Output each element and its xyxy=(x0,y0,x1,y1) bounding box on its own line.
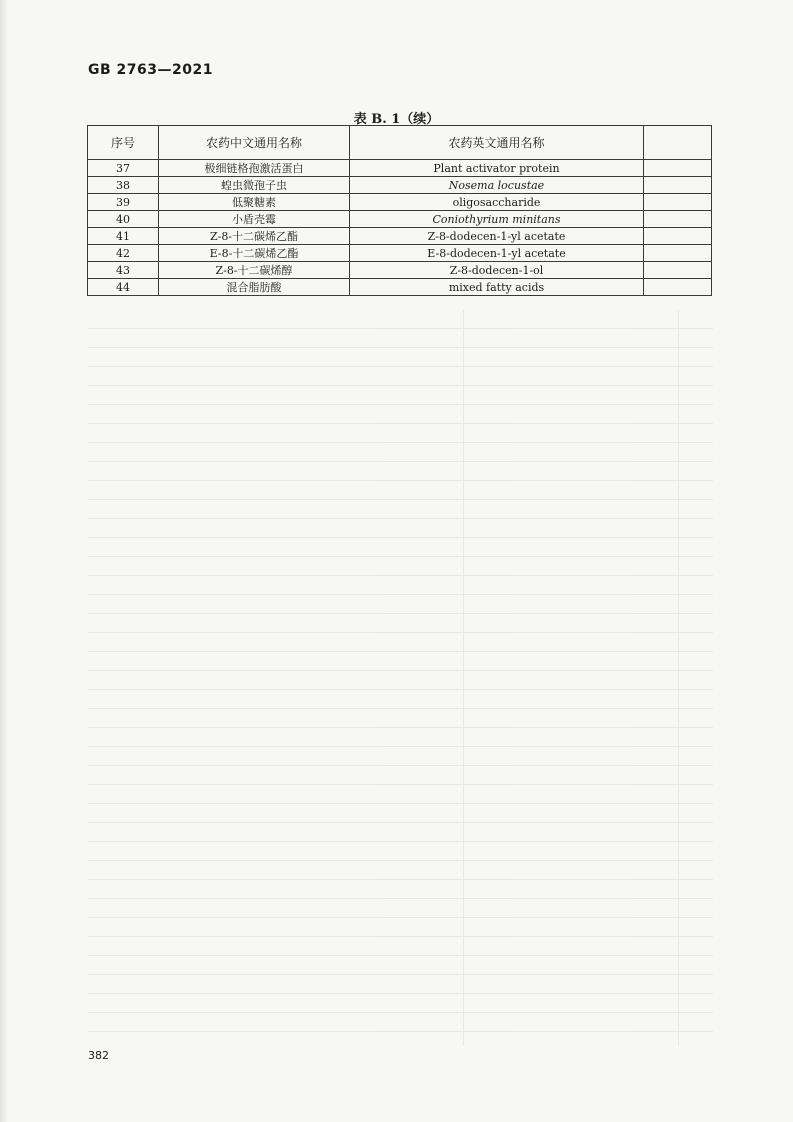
row-chinese-name: 极细链格孢激活蛋白 xyxy=(159,160,350,177)
row-extra-cell xyxy=(644,177,712,194)
table-header-row xyxy=(88,126,712,160)
table-row xyxy=(88,262,712,279)
row-number: 44 xyxy=(88,279,159,296)
header-chinese-name: 农药中文通用名称 xyxy=(159,126,350,160)
row-number: 43 xyxy=(88,262,159,279)
row-chinese-name: 低聚糖素 xyxy=(159,194,350,211)
page-number: 382 xyxy=(88,1049,109,1062)
row-english-name: Plant activator protein xyxy=(350,160,644,177)
row-english-name: oligosaccharide xyxy=(350,194,644,211)
row-extra-cell xyxy=(644,160,712,177)
row-english-name: mixed fatty acids xyxy=(350,279,644,296)
row-extra-cell xyxy=(644,279,712,296)
row-chinese-name: Z-8-十二碳烯醇 xyxy=(159,262,350,279)
row-chinese-name: 小盾壳霉 xyxy=(159,211,350,228)
row-extra-cell xyxy=(644,228,712,245)
row-number: 39 xyxy=(88,194,159,211)
header-english-name: 农药英文通用名称 xyxy=(350,126,644,160)
row-english-name: Coniothyrium minitans xyxy=(350,211,644,228)
row-english-name: Z-8-dodecen-1-ol xyxy=(350,262,644,279)
row-english-name: Z-8-dodecen-1-yl acetate xyxy=(350,228,644,245)
row-number: 41 xyxy=(88,228,159,245)
row-number: 38 xyxy=(88,177,159,194)
row-english-name: E-8-dodecen-1-yl acetate xyxy=(350,245,644,262)
table-caption: 表 B. 1（续） xyxy=(353,112,440,127)
row-chinese-name: Z-8-十二碳烯乙酯 xyxy=(159,228,350,245)
row-number: 40 xyxy=(88,211,159,228)
page-edge-shadow xyxy=(0,0,8,1122)
row-extra-cell xyxy=(644,245,712,262)
row-extra-cell xyxy=(644,194,712,211)
pesticide-name-table xyxy=(87,125,712,296)
header-extra-column xyxy=(644,126,712,160)
row-extra-cell xyxy=(644,262,712,279)
table-row xyxy=(88,211,712,228)
table-row xyxy=(88,245,712,262)
row-number: 37 xyxy=(88,160,159,177)
row-chinese-name: E-8-十二碳烯乙酯 xyxy=(159,245,350,262)
header-number: 序号 xyxy=(88,126,159,160)
row-english-name: Nosema locustae xyxy=(350,177,644,194)
standard-code: GB 2763—2021 xyxy=(88,62,213,78)
row-chinese-name: 混合脂肪酸 xyxy=(159,279,350,296)
row-number: 42 xyxy=(88,245,159,262)
row-chinese-name: 蝗虫微孢子虫 xyxy=(159,177,350,194)
table-row xyxy=(88,279,712,296)
table-row xyxy=(88,177,712,194)
table-row xyxy=(88,160,712,177)
table-row xyxy=(88,194,712,211)
table-row xyxy=(88,228,712,245)
bleed-through-ghost-table xyxy=(88,310,713,1046)
row-extra-cell xyxy=(644,211,712,228)
